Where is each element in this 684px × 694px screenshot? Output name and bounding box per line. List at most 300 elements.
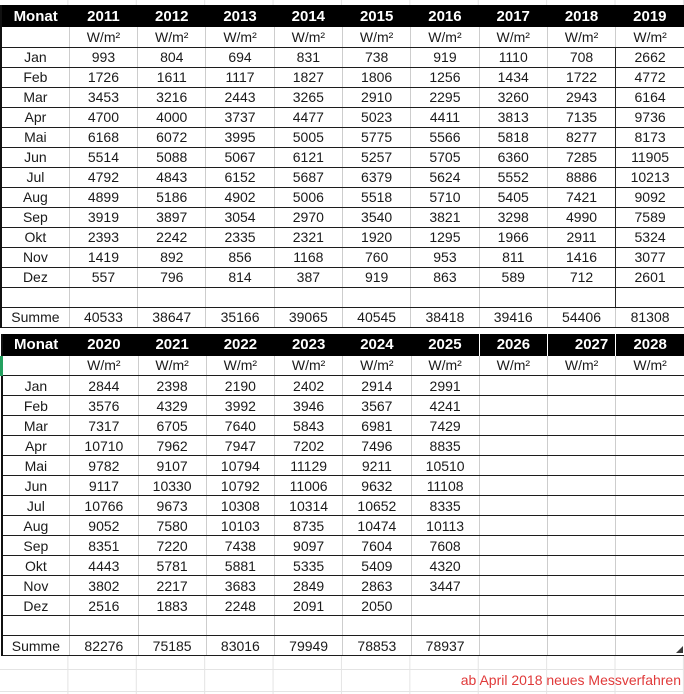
year-header-2017[interactable]: 2017 bbox=[479, 5, 547, 27]
value-cell-2011-nov[interactable]: 1419 bbox=[69, 247, 137, 267]
value-cell-2017-mai[interactable]: 5818 bbox=[479, 127, 547, 147]
month-label-jun[interactable]: Jun bbox=[1, 147, 69, 167]
year-header-2022[interactable]: 2022 bbox=[206, 334, 274, 356]
value-cell-2024-jun[interactable]: 9632 bbox=[343, 476, 411, 496]
value-cell-2023-aug[interactable]: 8735 bbox=[275, 516, 343, 536]
value-cell-2027-nov[interactable] bbox=[548, 576, 616, 596]
value-cell-2028-feb[interactable] bbox=[616, 396, 684, 416]
summe-label[interactable]: Summe bbox=[2, 636, 70, 656]
unit-cell-2023[interactable]: W/m² bbox=[275, 356, 343, 376]
value-cell-2012-dez[interactable]: 796 bbox=[138, 267, 206, 287]
summe-cell-2015[interactable]: 40545 bbox=[342, 307, 410, 327]
value-cell-2017-feb[interactable]: 1434 bbox=[479, 67, 547, 87]
month-label-nov[interactable]: Nov bbox=[1, 247, 69, 267]
value-cell-2016-feb[interactable]: 1256 bbox=[411, 67, 479, 87]
unit-cell-2021[interactable]: W/m² bbox=[138, 356, 206, 376]
empty-cell[interactable] bbox=[342, 287, 410, 307]
value-cell-2023-dez[interactable]: 2091 bbox=[275, 596, 343, 616]
unit-cell-2016[interactable]: W/m² bbox=[411, 27, 479, 47]
value-cell-2019-mai[interactable]: 8173 bbox=[616, 127, 684, 147]
value-cell-2026-aug[interactable] bbox=[479, 516, 547, 536]
value-cell-2027-feb[interactable] bbox=[548, 396, 616, 416]
value-cell-2012-jun[interactable]: 5088 bbox=[138, 147, 206, 167]
value-cell-2018-feb[interactable]: 1722 bbox=[547, 67, 615, 87]
value-cell-2017-okt[interactable]: 1966 bbox=[479, 227, 547, 247]
empty-cell[interactable] bbox=[69, 287, 137, 307]
value-cell-2011-feb[interactable]: 1726 bbox=[69, 67, 137, 87]
unit-row-corner[interactable] bbox=[2, 356, 70, 376]
value-cell-2027-apr[interactable] bbox=[548, 436, 616, 456]
summe-cell-2026[interactable] bbox=[479, 636, 547, 656]
value-cell-2017-dez[interactable]: 589 bbox=[479, 267, 547, 287]
value-cell-2018-mai[interactable]: 8277 bbox=[547, 127, 615, 147]
value-cell-2013-nov[interactable]: 856 bbox=[206, 247, 274, 267]
month-label-okt[interactable]: Okt bbox=[1, 227, 69, 247]
summe-cell-2013[interactable]: 35166 bbox=[206, 307, 274, 327]
value-cell-2020-okt[interactable]: 4443 bbox=[70, 556, 138, 576]
summe-cell-2016[interactable]: 38418 bbox=[411, 307, 479, 327]
value-cell-2013-apr[interactable]: 3737 bbox=[206, 107, 274, 127]
value-cell-2023-sep[interactable]: 9097 bbox=[275, 536, 343, 556]
value-cell-2014-apr[interactable]: 4477 bbox=[274, 107, 342, 127]
value-cell-2018-jan[interactable]: 708 bbox=[547, 47, 615, 67]
month-label-sep[interactable]: Sep bbox=[1, 207, 69, 227]
value-cell-2018-sep[interactable]: 4990 bbox=[547, 207, 615, 227]
value-cell-2021-jan[interactable]: 2398 bbox=[138, 376, 206, 396]
value-cell-2014-mai[interactable]: 5005 bbox=[274, 127, 342, 147]
summe-label[interactable]: Summe bbox=[1, 307, 69, 327]
value-cell-2022-sep[interactable]: 7438 bbox=[206, 536, 274, 556]
value-cell-2011-aug[interactable]: 4899 bbox=[69, 187, 137, 207]
value-cell-2028-jan[interactable] bbox=[616, 376, 684, 396]
value-cell-2013-mai[interactable]: 3995 bbox=[206, 127, 274, 147]
value-cell-2026-dez[interactable] bbox=[479, 596, 547, 616]
value-cell-2016-jan[interactable]: 919 bbox=[411, 47, 479, 67]
value-cell-2020-dez[interactable]: 2516 bbox=[70, 596, 138, 616]
value-cell-2017-aug[interactable]: 5405 bbox=[479, 187, 547, 207]
value-cell-2027-sep[interactable] bbox=[548, 536, 616, 556]
value-cell-2025-jun[interactable]: 11108 bbox=[411, 476, 479, 496]
unit-cell-2020[interactable]: W/m² bbox=[70, 356, 138, 376]
value-cell-2014-mar[interactable]: 3265 bbox=[274, 87, 342, 107]
value-cell-2016-jul[interactable]: 5624 bbox=[411, 167, 479, 187]
value-cell-2026-feb[interactable] bbox=[479, 396, 547, 416]
empty-cell[interactable] bbox=[479, 287, 547, 307]
month-label-aug[interactable]: Aug bbox=[1, 187, 69, 207]
value-cell-2026-sep[interactable] bbox=[479, 536, 547, 556]
summe-cell-2023[interactable]: 79949 bbox=[275, 636, 343, 656]
value-cell-2028-sep[interactable] bbox=[616, 536, 684, 556]
unit-cell-2018[interactable]: W/m² bbox=[547, 27, 615, 47]
unit-cell-2022[interactable]: W/m² bbox=[206, 356, 274, 376]
value-cell-2020-jun[interactable]: 9117 bbox=[70, 476, 138, 496]
unit-cell-2015[interactable]: W/m² bbox=[342, 27, 410, 47]
value-cell-2013-jul[interactable]: 6152 bbox=[206, 167, 274, 187]
month-label-aug[interactable]: Aug bbox=[2, 516, 70, 536]
empty-cell[interactable] bbox=[206, 287, 274, 307]
value-cell-2021-mai[interactable]: 9107 bbox=[138, 456, 206, 476]
year-header-2016[interactable]: 2016 bbox=[411, 5, 479, 27]
value-cell-2022-dez[interactable]: 2248 bbox=[206, 596, 274, 616]
value-cell-2026-mai[interactable] bbox=[479, 456, 547, 476]
value-cell-2016-aug[interactable]: 5710 bbox=[411, 187, 479, 207]
value-cell-2015-mai[interactable]: 5775 bbox=[342, 127, 410, 147]
value-cell-2011-jul[interactable]: 4792 bbox=[69, 167, 137, 187]
value-cell-2024-jul[interactable]: 10652 bbox=[343, 496, 411, 516]
value-cell-2027-mar[interactable] bbox=[548, 416, 616, 436]
value-cell-2024-dez[interactable]: 2050 bbox=[343, 596, 411, 616]
year-header-2026[interactable]: 2026 bbox=[479, 334, 547, 356]
value-cell-2028-apr[interactable] bbox=[616, 436, 684, 456]
value-cell-2015-aug[interactable]: 5518 bbox=[342, 187, 410, 207]
summe-cell-2028[interactable] bbox=[616, 636, 684, 656]
value-cell-2020-sep[interactable]: 8351 bbox=[70, 536, 138, 556]
value-cell-2025-mar[interactable]: 7429 bbox=[411, 416, 479, 436]
empty-cell[interactable] bbox=[616, 616, 684, 636]
value-cell-2016-nov[interactable]: 953 bbox=[411, 247, 479, 267]
summe-cell-2017[interactable]: 39416 bbox=[479, 307, 547, 327]
value-cell-2017-mar[interactable]: 3260 bbox=[479, 87, 547, 107]
value-cell-2018-okt[interactable]: 2911 bbox=[547, 227, 615, 247]
value-cell-2021-jun[interactable]: 10330 bbox=[138, 476, 206, 496]
value-cell-2013-dez[interactable]: 814 bbox=[206, 267, 274, 287]
unit-cell-2013[interactable]: W/m² bbox=[206, 27, 274, 47]
value-cell-2020-mar[interactable]: 7317 bbox=[70, 416, 138, 436]
value-cell-2026-mar[interactable] bbox=[479, 416, 547, 436]
summe-cell-2025[interactable]: 78937 bbox=[411, 636, 479, 656]
value-cell-2028-aug[interactable] bbox=[616, 516, 684, 536]
value-cell-2025-dez[interactable] bbox=[411, 596, 479, 616]
month-label-mai[interactable]: Mai bbox=[2, 456, 70, 476]
measurement-note[interactable]: ab April 2018 neues Messverfahren bbox=[460, 672, 681, 688]
value-cell-2028-nov[interactable] bbox=[616, 576, 684, 596]
empty-cell[interactable] bbox=[343, 616, 411, 636]
value-cell-2015-okt[interactable]: 1920 bbox=[342, 227, 410, 247]
value-cell-2014-jul[interactable]: 5687 bbox=[274, 167, 342, 187]
empty-cell[interactable] bbox=[206, 616, 274, 636]
value-cell-2025-okt[interactable]: 4320 bbox=[411, 556, 479, 576]
summe-cell-2022[interactable]: 83016 bbox=[206, 636, 274, 656]
month-label-jul[interactable]: Jul bbox=[2, 496, 70, 516]
unit-cell-2017[interactable]: W/m² bbox=[479, 27, 547, 47]
month-label-jan[interactable]: Jan bbox=[2, 376, 70, 396]
value-cell-2015-sep[interactable]: 3540 bbox=[342, 207, 410, 227]
value-cell-2022-feb[interactable]: 3992 bbox=[206, 396, 274, 416]
value-cell-2012-apr[interactable]: 4000 bbox=[138, 107, 206, 127]
unit-cell-2014[interactable]: W/m² bbox=[274, 27, 342, 47]
value-cell-2025-nov[interactable]: 3447 bbox=[411, 576, 479, 596]
month-label-jun[interactable]: Jun bbox=[2, 476, 70, 496]
value-cell-2018-dez[interactable]: 712 bbox=[547, 267, 615, 287]
irradiation-table-2020-2028[interactable] bbox=[0, 334, 684, 657]
empty-cell[interactable] bbox=[411, 287, 479, 307]
value-cell-2024-feb[interactable]: 3567 bbox=[343, 396, 411, 416]
value-cell-2028-okt[interactable] bbox=[616, 556, 684, 576]
value-cell-2012-jul[interactable]: 4843 bbox=[138, 167, 206, 187]
value-cell-2019-nov[interactable]: 3077 bbox=[616, 247, 684, 267]
value-cell-2025-sep[interactable]: 7608 bbox=[411, 536, 479, 556]
value-cell-2019-jan[interactable]: 2662 bbox=[616, 47, 684, 67]
value-cell-2023-nov[interactable]: 2849 bbox=[275, 576, 343, 596]
value-cell-2021-dez[interactable]: 1883 bbox=[138, 596, 206, 616]
value-cell-2021-apr[interactable]: 7962 bbox=[138, 436, 206, 456]
value-cell-2012-aug[interactable]: 5186 bbox=[138, 187, 206, 207]
value-cell-2020-nov[interactable]: 3802 bbox=[70, 576, 138, 596]
value-cell-2026-jul[interactable] bbox=[479, 496, 547, 516]
unit-cell-2012[interactable]: W/m² bbox=[138, 27, 206, 47]
unit-cell-2019[interactable]: W/m² bbox=[616, 27, 684, 47]
value-cell-2022-okt[interactable]: 5881 bbox=[206, 556, 274, 576]
value-cell-2025-feb[interactable]: 4241 bbox=[411, 396, 479, 416]
value-cell-2012-jan[interactable]: 804 bbox=[138, 47, 206, 67]
value-cell-2019-okt[interactable]: 5324 bbox=[616, 227, 684, 247]
value-cell-2015-jan[interactable]: 738 bbox=[342, 47, 410, 67]
value-cell-2024-mai[interactable]: 9211 bbox=[343, 456, 411, 476]
value-cell-2019-sep[interactable]: 7589 bbox=[616, 207, 684, 227]
value-cell-2028-jul[interactable] bbox=[616, 496, 684, 516]
value-cell-2021-jul[interactable]: 9673 bbox=[138, 496, 206, 516]
value-cell-2021-nov[interactable]: 2217 bbox=[138, 576, 206, 596]
value-cell-2016-mai[interactable]: 5566 bbox=[411, 127, 479, 147]
value-cell-2015-jul[interactable]: 6379 bbox=[342, 167, 410, 187]
year-header-2021[interactable]: 2021 bbox=[138, 334, 206, 356]
unit-cell-2024[interactable]: W/m² bbox=[343, 356, 411, 376]
value-cell-2021-aug[interactable]: 7580 bbox=[138, 516, 206, 536]
value-cell-2020-jan[interactable]: 2844 bbox=[70, 376, 138, 396]
value-cell-2018-aug[interactable]: 7421 bbox=[547, 187, 615, 207]
value-cell-2012-feb[interactable]: 1611 bbox=[138, 67, 206, 87]
summe-cell-2021[interactable]: 75185 bbox=[138, 636, 206, 656]
empty-cell[interactable] bbox=[138, 616, 206, 636]
value-cell-2011-jun[interactable]: 5514 bbox=[69, 147, 137, 167]
month-label-jul[interactable]: Jul bbox=[1, 167, 69, 187]
value-cell-2022-jul[interactable]: 10308 bbox=[206, 496, 274, 516]
year-header-2019[interactable]: 2019 bbox=[616, 5, 684, 27]
empty-cell[interactable] bbox=[479, 616, 547, 636]
value-cell-2014-sep[interactable]: 2970 bbox=[274, 207, 342, 227]
value-cell-2024-sep[interactable]: 7604 bbox=[343, 536, 411, 556]
empty-cell[interactable] bbox=[548, 616, 616, 636]
empty-cell[interactable] bbox=[274, 287, 342, 307]
value-cell-2011-jan[interactable]: 993 bbox=[69, 47, 137, 67]
value-cell-2012-nov[interactable]: 892 bbox=[138, 247, 206, 267]
empty-cell[interactable] bbox=[2, 616, 70, 636]
value-cell-2027-okt[interactable] bbox=[548, 556, 616, 576]
month-label-okt[interactable]: Okt bbox=[2, 556, 70, 576]
value-cell-2021-mar[interactable]: 6705 bbox=[138, 416, 206, 436]
value-cell-2019-jun[interactable]: 11905 bbox=[616, 147, 684, 167]
value-cell-2017-apr[interactable]: 3813 bbox=[479, 107, 547, 127]
value-cell-2017-nov[interactable]: 811 bbox=[479, 247, 547, 267]
empty-cell[interactable] bbox=[70, 616, 138, 636]
value-cell-2013-okt[interactable]: 2335 bbox=[206, 227, 274, 247]
value-cell-2025-apr[interactable]: 8835 bbox=[411, 436, 479, 456]
month-label-mar[interactable]: Mar bbox=[2, 416, 70, 436]
unit-row-corner[interactable] bbox=[1, 27, 69, 47]
value-cell-2023-jun[interactable]: 11006 bbox=[275, 476, 343, 496]
month-label-jan[interactable]: Jan bbox=[1, 47, 69, 67]
summe-cell-2019[interactable]: 81308 bbox=[616, 307, 684, 327]
value-cell-2012-okt[interactable]: 2242 bbox=[138, 227, 206, 247]
value-cell-2015-feb[interactable]: 1806 bbox=[342, 67, 410, 87]
summe-cell-2020[interactable]: 82276 bbox=[70, 636, 138, 656]
month-label-apr[interactable]: Apr bbox=[2, 436, 70, 456]
unit-cell-2026[interactable]: W/m² bbox=[479, 356, 547, 376]
value-cell-2011-sep[interactable]: 3919 bbox=[69, 207, 137, 227]
value-cell-2022-mar[interactable]: 7640 bbox=[206, 416, 274, 436]
summe-cell-2018[interactable]: 54406 bbox=[547, 307, 615, 327]
value-cell-2014-okt[interactable]: 2321 bbox=[274, 227, 342, 247]
value-cell-2024-mar[interactable]: 6981 bbox=[343, 416, 411, 436]
value-cell-2022-jan[interactable]: 2190 bbox=[206, 376, 274, 396]
value-cell-2021-sep[interactable]: 7220 bbox=[138, 536, 206, 556]
value-cell-2018-nov[interactable]: 1416 bbox=[547, 247, 615, 267]
value-cell-2018-jun[interactable]: 7285 bbox=[547, 147, 615, 167]
value-cell-2026-jun[interactable] bbox=[479, 476, 547, 496]
value-cell-2023-apr[interactable]: 7202 bbox=[275, 436, 343, 456]
value-cell-2015-apr[interactable]: 5023 bbox=[342, 107, 410, 127]
value-cell-2028-jun[interactable] bbox=[616, 476, 684, 496]
empty-cell[interactable] bbox=[275, 616, 343, 636]
value-cell-2012-sep[interactable]: 3897 bbox=[138, 207, 206, 227]
value-cell-2023-okt[interactable]: 5335 bbox=[275, 556, 343, 576]
year-header-2011[interactable]: 2011 bbox=[69, 5, 137, 27]
value-cell-2017-jul[interactable]: 5552 bbox=[479, 167, 547, 187]
month-label-mai[interactable]: Mai bbox=[1, 127, 69, 147]
value-cell-2011-apr[interactable]: 4700 bbox=[69, 107, 137, 127]
empty-cell[interactable] bbox=[411, 616, 479, 636]
year-header-2025[interactable]: 2025 bbox=[411, 334, 479, 356]
month-label-feb[interactable]: Feb bbox=[1, 67, 69, 87]
value-cell-2013-jun[interactable]: 5067 bbox=[206, 147, 274, 167]
value-cell-2015-dez[interactable]: 919 bbox=[342, 267, 410, 287]
month-label-apr[interactable]: Apr bbox=[1, 107, 69, 127]
empty-cell[interactable] bbox=[1, 287, 69, 307]
value-cell-2023-mai[interactable]: 11129 bbox=[275, 456, 343, 476]
value-cell-2025-mai[interactable]: 10510 bbox=[411, 456, 479, 476]
value-cell-2013-sep[interactable]: 3054 bbox=[206, 207, 274, 227]
value-cell-2020-feb[interactable]: 3576 bbox=[70, 396, 138, 416]
value-cell-2019-mar[interactable]: 6164 bbox=[616, 87, 684, 107]
value-cell-2015-nov[interactable]: 760 bbox=[342, 247, 410, 267]
value-cell-2016-okt[interactable]: 1295 bbox=[411, 227, 479, 247]
value-cell-2024-aug[interactable]: 10474 bbox=[343, 516, 411, 536]
value-cell-2011-dez[interactable]: 557 bbox=[69, 267, 137, 287]
year-header-2028[interactable]: 2028 bbox=[616, 334, 684, 356]
value-cell-2013-aug[interactable]: 4902 bbox=[206, 187, 274, 207]
value-cell-2018-apr[interactable]: 7135 bbox=[547, 107, 615, 127]
value-cell-2028-mar[interactable] bbox=[616, 416, 684, 436]
value-cell-2023-mar[interactable]: 5843 bbox=[275, 416, 343, 436]
unit-cell-2027[interactable]: W/m² bbox=[548, 356, 616, 376]
value-cell-2023-jan[interactable]: 2402 bbox=[275, 376, 343, 396]
value-cell-2013-jan[interactable]: 694 bbox=[206, 47, 274, 67]
value-cell-2019-apr[interactable]: 9736 bbox=[616, 107, 684, 127]
value-cell-2016-sep[interactable]: 3821 bbox=[411, 207, 479, 227]
value-cell-2020-mai[interactable]: 9782 bbox=[70, 456, 138, 476]
value-cell-2015-jun[interactable]: 5257 bbox=[342, 147, 410, 167]
value-cell-2024-okt[interactable]: 5409 bbox=[343, 556, 411, 576]
value-cell-2018-mar[interactable]: 2943 bbox=[547, 87, 615, 107]
value-cell-2025-aug[interactable]: 10113 bbox=[411, 516, 479, 536]
value-cell-2025-jul[interactable]: 8335 bbox=[411, 496, 479, 516]
summe-cell-2012[interactable]: 38647 bbox=[138, 307, 206, 327]
value-cell-2021-feb[interactable]: 4329 bbox=[138, 396, 206, 416]
year-header-2023[interactable]: 2023 bbox=[275, 334, 343, 356]
value-cell-2022-nov[interactable]: 3683 bbox=[206, 576, 274, 596]
unit-cell-2011[interactable]: W/m² bbox=[69, 27, 137, 47]
month-label-feb[interactable]: Feb bbox=[2, 396, 70, 416]
value-cell-2016-apr[interactable]: 4411 bbox=[411, 107, 479, 127]
value-cell-2022-mai[interactable]: 10794 bbox=[206, 456, 274, 476]
corner-header-monat[interactable]: Monat bbox=[2, 334, 70, 356]
value-cell-2027-mai[interactable] bbox=[548, 456, 616, 476]
value-cell-2017-jun[interactable]: 6360 bbox=[479, 147, 547, 167]
value-cell-2016-dez[interactable]: 863 bbox=[411, 267, 479, 287]
value-cell-2026-jan[interactable] bbox=[479, 376, 547, 396]
value-cell-2017-sep[interactable]: 3298 bbox=[479, 207, 547, 227]
value-cell-2019-feb[interactable]: 4772 bbox=[616, 67, 684, 87]
value-cell-2027-jun[interactable] bbox=[548, 476, 616, 496]
value-cell-2028-dez[interactable] bbox=[616, 596, 684, 616]
value-cell-2014-jan[interactable]: 831 bbox=[274, 47, 342, 67]
year-header-2024[interactable]: 2024 bbox=[343, 334, 411, 356]
value-cell-2023-jul[interactable]: 10314 bbox=[275, 496, 343, 516]
year-header-2013[interactable]: 2013 bbox=[206, 5, 274, 27]
empty-cell[interactable] bbox=[616, 287, 684, 307]
month-label-mar[interactable]: Mar bbox=[1, 87, 69, 107]
value-cell-2019-jul[interactable]: 10213 bbox=[616, 167, 684, 187]
summe-cell-2014[interactable]: 39065 bbox=[274, 307, 342, 327]
value-cell-2013-mar[interactable]: 2443 bbox=[206, 87, 274, 107]
value-cell-2023-feb[interactable]: 3946 bbox=[275, 396, 343, 416]
value-cell-2021-okt[interactable]: 5781 bbox=[138, 556, 206, 576]
year-header-2014[interactable]: 2014 bbox=[274, 5, 342, 27]
value-cell-2027-dez[interactable] bbox=[548, 596, 616, 616]
year-header-2012[interactable]: 2012 bbox=[138, 5, 206, 27]
value-cell-2024-apr[interactable]: 7496 bbox=[343, 436, 411, 456]
value-cell-2027-aug[interactable] bbox=[548, 516, 616, 536]
value-cell-2014-aug[interactable]: 5006 bbox=[274, 187, 342, 207]
value-cell-2020-apr[interactable]: 10710 bbox=[70, 436, 138, 456]
value-cell-2019-aug[interactable]: 9092 bbox=[616, 187, 684, 207]
year-header-2018[interactable]: 2018 bbox=[547, 5, 615, 27]
value-cell-2022-aug[interactable]: 10103 bbox=[206, 516, 274, 536]
year-header-2027[interactable]: 2027 bbox=[548, 334, 616, 356]
value-cell-2015-mar[interactable]: 2910 bbox=[342, 87, 410, 107]
month-label-nov[interactable]: Nov bbox=[2, 576, 70, 596]
value-cell-2017-jan[interactable]: 1110 bbox=[479, 47, 547, 67]
summe-cell-2011[interactable]: 40533 bbox=[69, 307, 137, 327]
value-cell-2013-feb[interactable]: 1117 bbox=[206, 67, 274, 87]
fill-handle[interactable] bbox=[676, 646, 683, 653]
value-cell-2014-nov[interactable]: 1168 bbox=[274, 247, 342, 267]
value-cell-2026-nov[interactable] bbox=[479, 576, 547, 596]
value-cell-2011-mai[interactable]: 6168 bbox=[69, 127, 137, 147]
empty-cell[interactable] bbox=[547, 287, 615, 307]
value-cell-2020-jul[interactable]: 10766 bbox=[70, 496, 138, 516]
value-cell-2024-nov[interactable]: 2863 bbox=[343, 576, 411, 596]
summe-cell-2027[interactable] bbox=[548, 636, 616, 656]
value-cell-2020-aug[interactable]: 9052 bbox=[70, 516, 138, 536]
value-cell-2026-apr[interactable] bbox=[479, 436, 547, 456]
unit-cell-2025[interactable]: W/m² bbox=[411, 356, 479, 376]
irradiation-table-2011-2019[interactable] bbox=[0, 5, 684, 328]
value-cell-2011-mar[interactable]: 3453 bbox=[69, 87, 137, 107]
value-cell-2022-jun[interactable]: 10792 bbox=[206, 476, 274, 496]
value-cell-2018-jul[interactable]: 8886 bbox=[547, 167, 615, 187]
empty-cell[interactable] bbox=[138, 287, 206, 307]
